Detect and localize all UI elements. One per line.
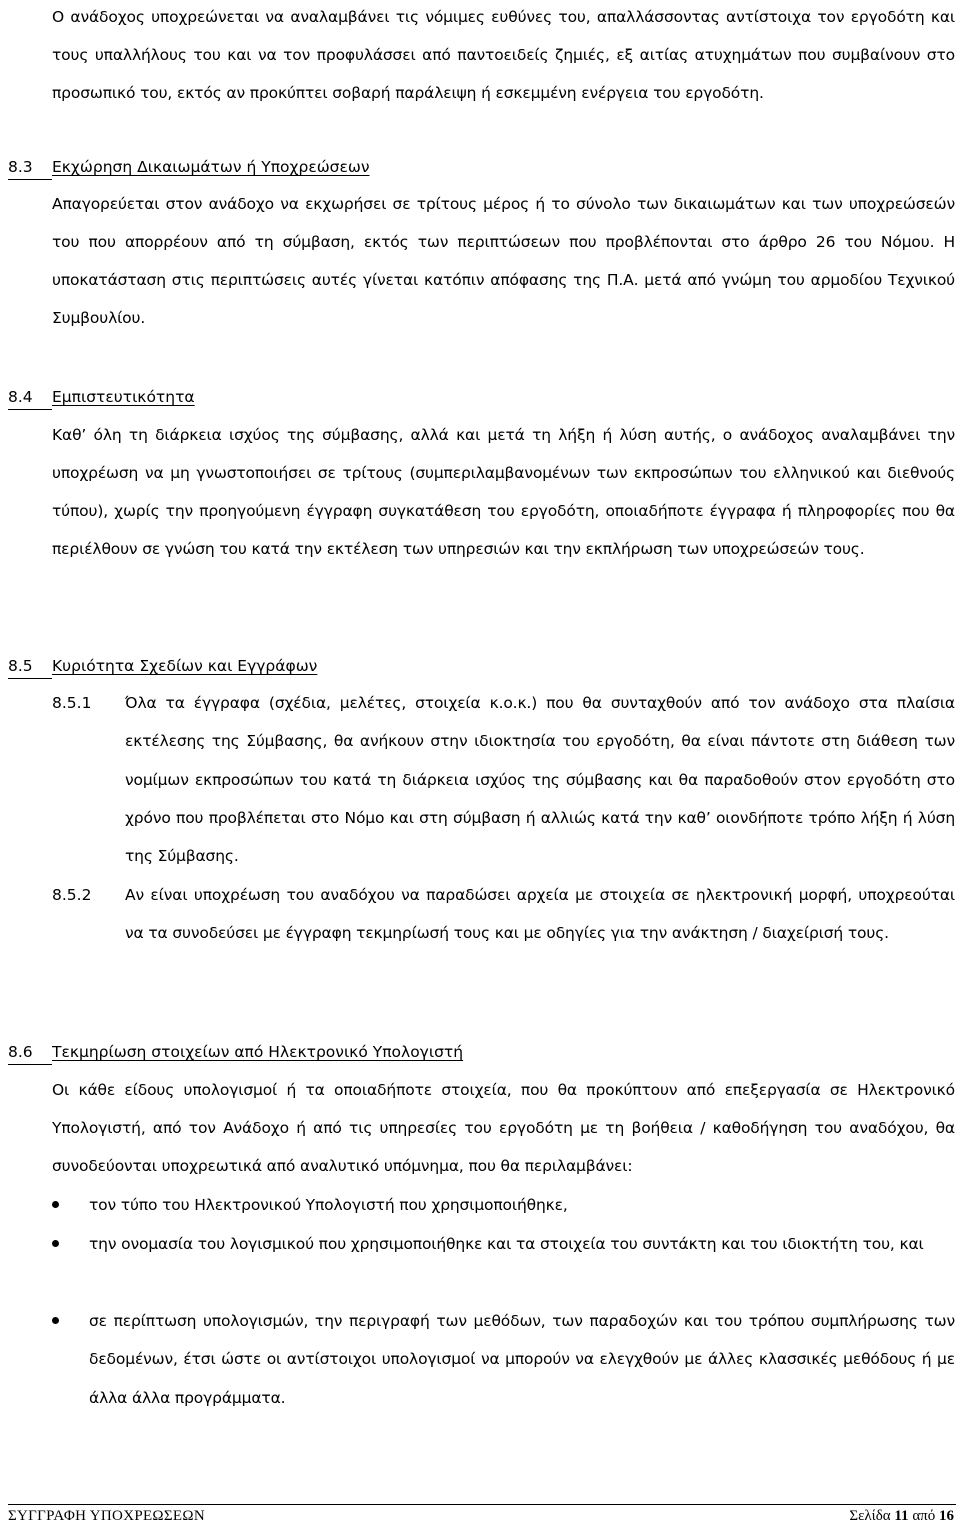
section-8-4-body: Καθ’ όλη τη διάρκεια ισχύος της σύμβασης, αλλά και μετά τη λήξη ή λύση αυτής, ο ανάδοχος αναλαμβάνει την υποχρέωση να μη γνωστοποιήσει σε τρίτους (συμπεριλαμβανομένων των εκπροσώπων του ελληνικού και διεθνούς τύπου), χωρίς την προηγούμενη έγγραφη συγκατάθεση του εργοδότη, οποιαδήποτε έγγραφα ή πληροφορίες που θα περιέλθουν σε γνώση του κατά την εκτέλεση των υπηρεσιών και την εκπλήρωση των υποχρεώσεών τους. <box>52 426 955 558</box>
page-number: 11 <box>894 1508 909 1524</box>
subsection-number: 8.5.2 <box>52 886 92 904</box>
section-title: Κυριότητα Σχεδίων και Εγγράφων <box>52 657 318 675</box>
section-8-6-body: Οι κάθε είδους υπολογισμοί ή τα οποιαδήποτε στοιχεία, που θα προκύπτουν από επεξεργασία σε Ηλεκτρονικό Υπολογιστή, από τον Ανάδοχο ή από τις υπηρεσίες του εργοδότη με τη βοήθεια / καθοδήγηση του αναδόχου, θα συνοδεύονται υποχρεωτικά από αναλυτικό υπόμνημα, που θα περιλαμβάνει: <box>52 1081 955 1175</box>
footer-divider <box>8 1504 956 1505</box>
section-8-3-body: Απαγορεύεται στον ανάδοχο να εκχωρήσει σε τρίτους μέρος ή το σύνολο των δικαιωμάτων και των υποχρεώσεών του που απορρέουν από τη σύμβαση, εκτός των περιπτώσεων που προβλέπονται στο άρθρο 26 του Νόμου. Η υποκατάσταση στις περιπτώσεις αυτές γίνεται κατόπιν απόφασης της Π.Α. μετά από γνώμη του αρμοδίου Τεχνικού Συμβουλίου. <box>52 195 955 327</box>
bullet-item <box>52 1302 955 1417</box>
section-8-5-heading <box>8 654 317 678</box>
total-pages: 16 <box>939 1508 954 1524</box>
footer-document-title: ΣΥΓΓΡΑΦΗ ΥΠΟΧΡΕΩΣΕΩΝ <box>8 1508 205 1524</box>
bullet-text: τον τύπο του Ηλεκτρονικού Υπολογιστή που χρησιμοποιήθηκε, <box>89 1196 568 1214</box>
subsection-8-5-2 <box>52 876 955 953</box>
subsection-text: Όλα τα έγγραφα (σχέδια, μελέτες, στοιχεία κ.ο.κ.) που θα συνταχθούν από τον ανάδοχο στα πλαίσια εκτέλεσης της Σύμβασης, θα ανήκουν στην ιδιοκτησία του εργοδότη, θα είναι πάντοτε στη διάθεση των νομίμων εκπροσώπων του κατά τη διάρκεια ισχύος της σύμβασης και θα παραδοθούν στον εργοδότη στο χρόνο που προβλέπεται στο Νόμο και στη σύμβαση ή αλλιώς κατά την καθ’ οιονδήποτε τρόπο λήξη ή λύση της Σύμβασης. <box>125 694 955 866</box>
section-8-6-heading <box>8 1040 463 1064</box>
bullet-item <box>52 1225 955 1263</box>
section-number: 8.5 <box>8 657 33 675</box>
intro-paragraph: Ο ανάδοχος υποχρεώνεται να αναλαμβάνει τις νόμιμες ευθύνες του, απαλλάσσοντας αντίστοιχα τον εργοδότη και τους υπαλλήλους του και να τον προφυλάσσει από παντοειδείς ζημιές, εξ αιτίας ατυχημάτων που συμβαίνουν στο προσωπικό του, εκτός αν προκύπτει σοβαρή παράλειψη ή εσκεμμένη ενέργεια του εργοδότη. <box>52 8 955 102</box>
bullet-text: σε περίπτωση υπολογισμών, την περιγραφή των μεθόδων, των παραδοχών και του τρόπου συμπλήρωσης των δεδομένων, έτσι ώστε οι αντίστοιχοι υπολογισμοί να μπορούν να ελεγχθούν με άλλες κλασσικές μεθόδους ή με άλλα άλλα προγράμματα. <box>89 1312 955 1407</box>
bullet-dot-icon <box>52 1201 59 1208</box>
section-title: Εκχώρηση Δικαιωμάτων ή Υποχρεώσεων <box>52 158 370 176</box>
bullet-dot-icon <box>52 1240 59 1247</box>
of-label: από <box>912 1508 936 1524</box>
subsection-number: 8.5.1 <box>52 694 92 712</box>
page-label: Σελίδα <box>849 1508 891 1524</box>
bullet-text: την ονομασία του λογισμικού που χρησιμοποιήθηκε και τα στοιχεία του συντάκτη και του ιδιοκτήτη του, και <box>89 1235 924 1253</box>
bullet-dot-icon <box>52 1317 59 1324</box>
section-number: 8.3 <box>8 158 33 176</box>
section-title: Τεκμηρίωση στοιχείων από Ηλεκτρονικό Υπολογιστή <box>52 1043 464 1061</box>
subsection-8-5-1 <box>52 684 955 875</box>
section-title: Εμπιστευτικότητα <box>52 388 195 406</box>
section-8-3-heading <box>8 155 370 179</box>
section-number: 8.4 <box>8 388 33 406</box>
footer-page-counter <box>849 1508 954 1525</box>
bullet-item <box>52 1186 955 1224</box>
section-number: 8.6 <box>8 1043 33 1061</box>
section-8-4-heading <box>8 385 195 409</box>
subsection-text: Αν είναι υποχρέωση του αναδόχου να παραδώσει αρχεία με στοιχεία σε ηλεκτρονική μορφή, υποχρεούται να τα συνοδεύσει με έγγραφη τεκμηρίωσή τους και με οδηγίες για την ανάκτηση / διαχείρισή τους. <box>125 886 955 943</box>
